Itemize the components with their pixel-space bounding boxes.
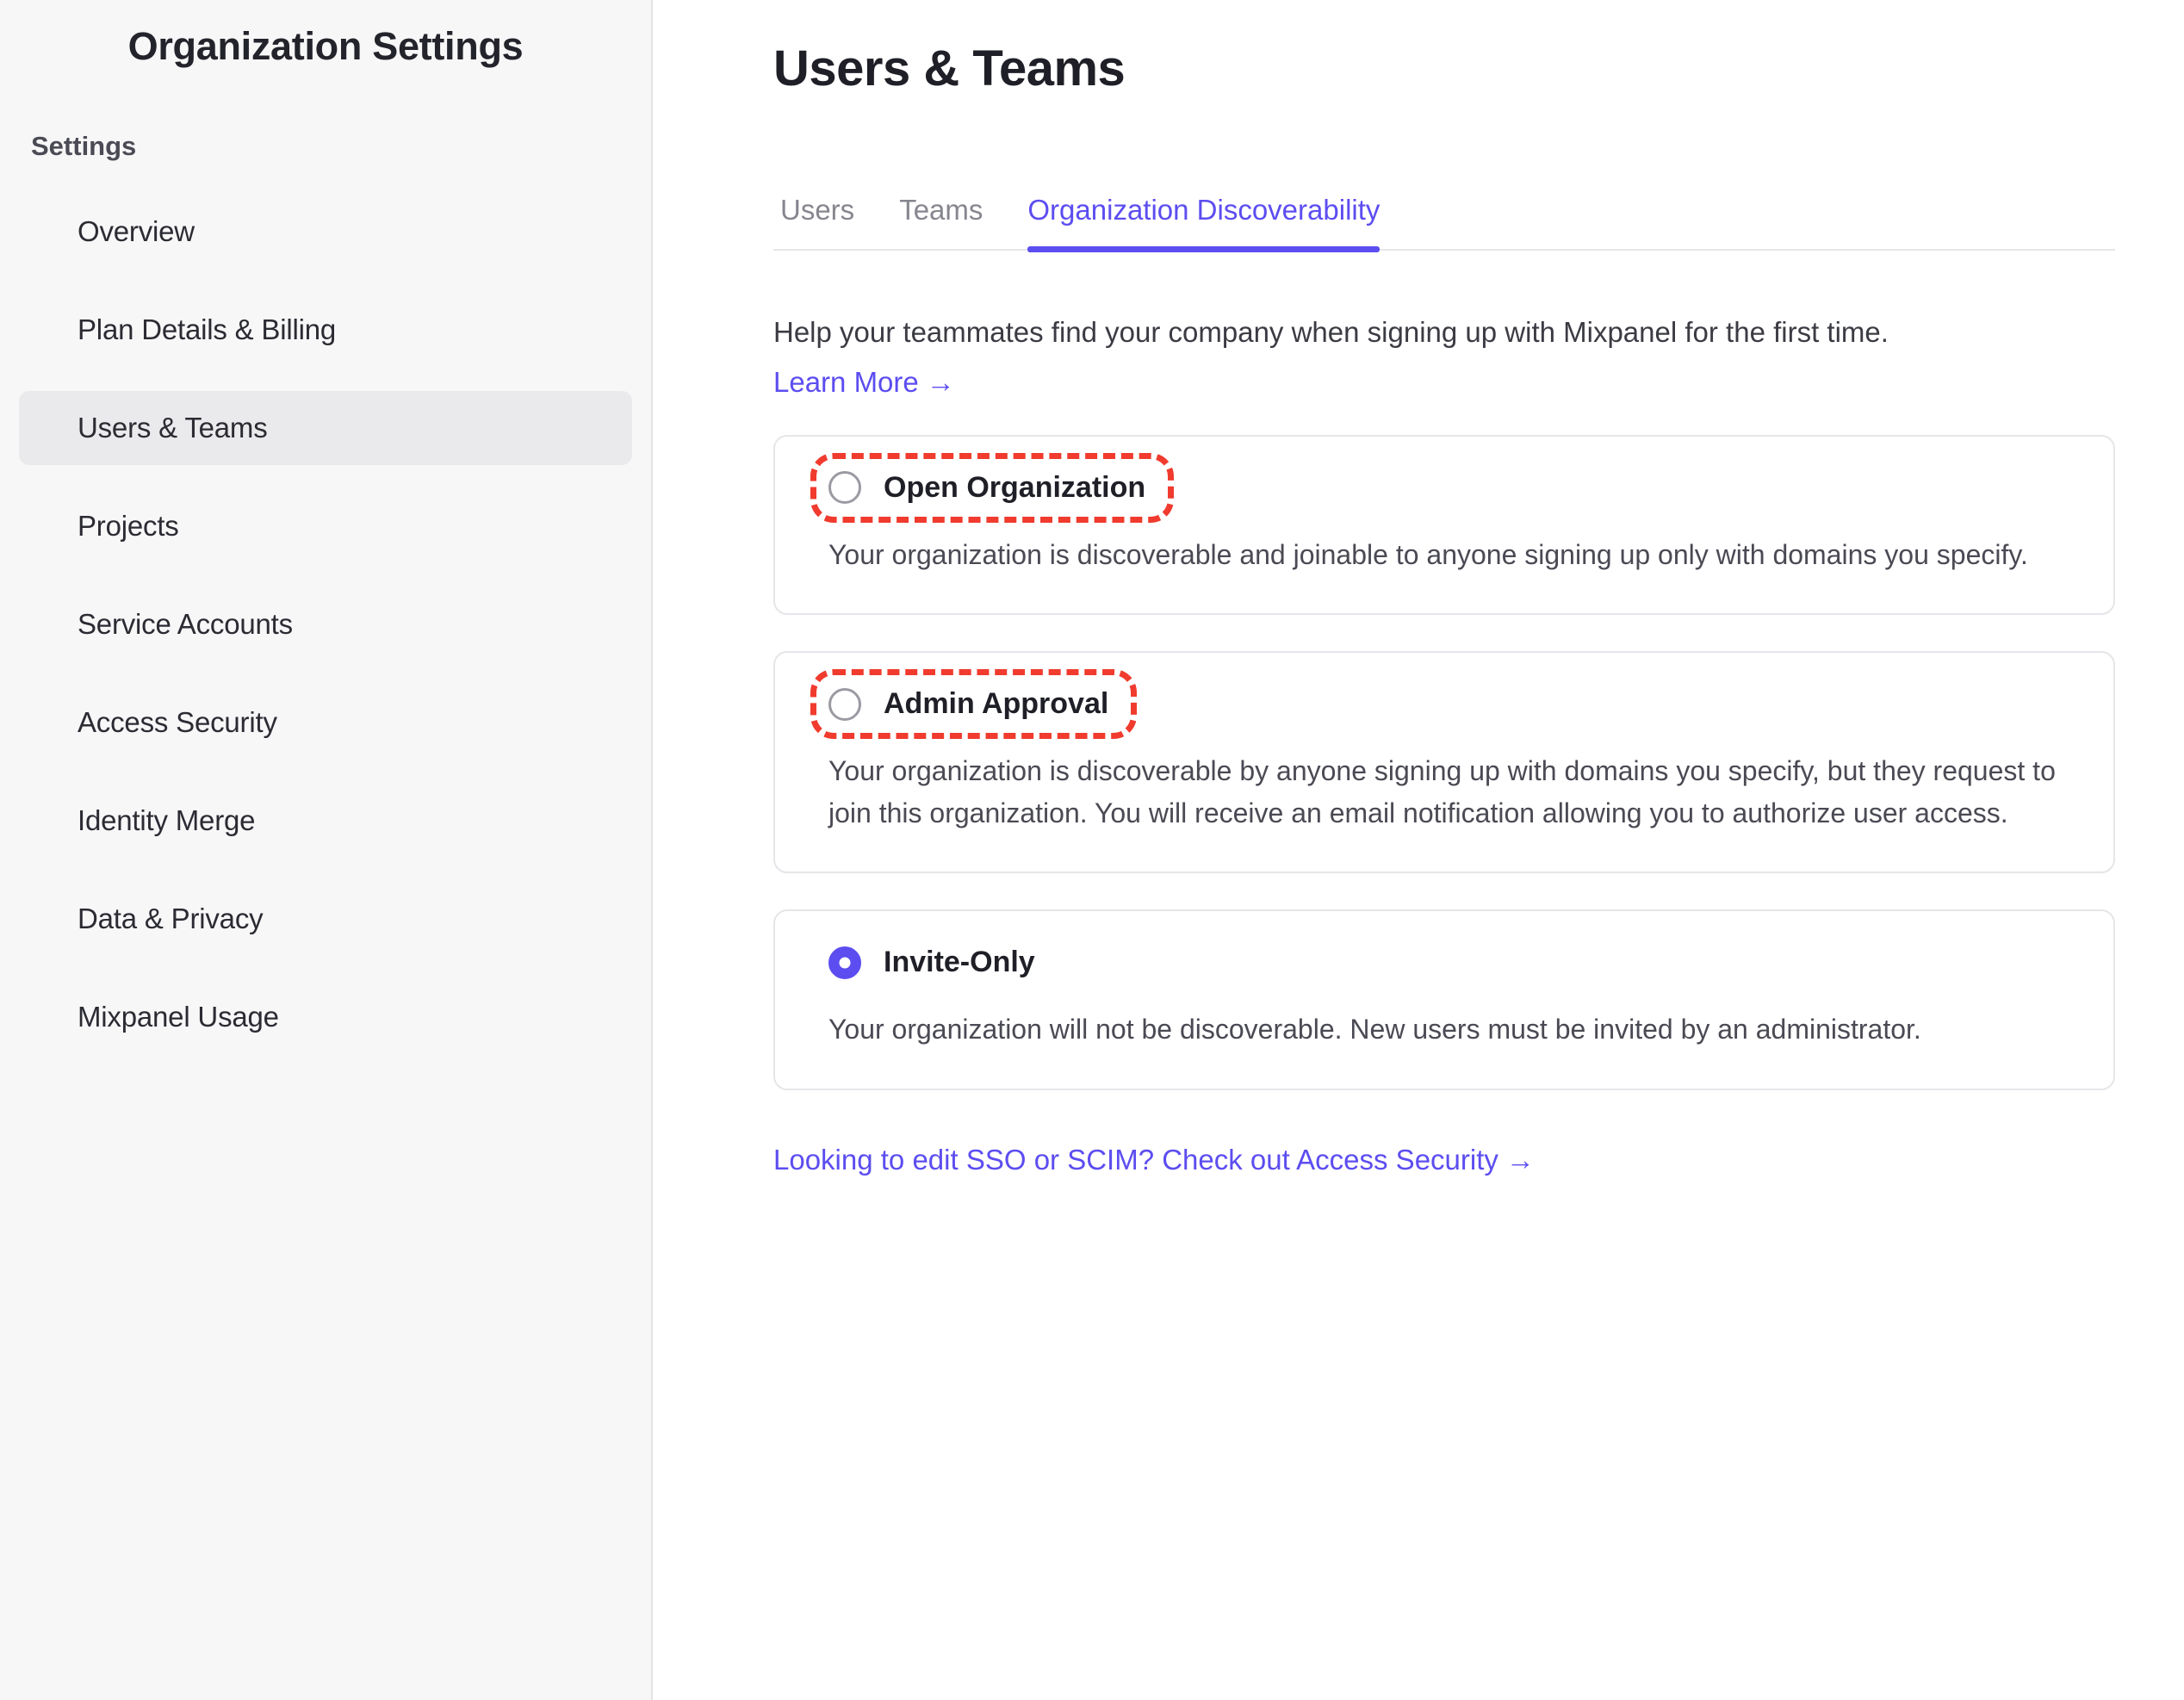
sidebar-item-label: Access Security bbox=[78, 706, 277, 738]
sidebar-item-label: Identity Merge bbox=[78, 804, 256, 836]
sidebar-title: Organization Settings bbox=[127, 24, 524, 68]
sidebar bbox=[0, 0, 653, 1700]
radio-admin-approval[interactable] bbox=[828, 688, 861, 721]
option-label: Open Organization bbox=[884, 470, 1146, 504]
sidebar-item-label: Projects bbox=[78, 510, 179, 542]
access-security-link[interactable]: Looking to edit SSO or SCIM? Check out Access Security → bbox=[773, 1144, 1536, 1176]
option-label: Invite-Only bbox=[884, 946, 1035, 979]
radio-invite-only[interactable] bbox=[828, 946, 861, 979]
sidebar-item-label: Overview bbox=[78, 215, 195, 247]
option-description: Your organization will not be discoverable. New users must be invited by an administrator. bbox=[828, 1014, 1921, 1045]
sidebar-item-projects[interactable] bbox=[19, 489, 632, 563]
tab-label: Users bbox=[780, 194, 855, 226]
sidebar-item-access-security[interactable] bbox=[19, 686, 632, 760]
page-title: Users & Teams bbox=[773, 40, 1126, 96]
option-card-admin-approval[interactable] bbox=[773, 651, 2115, 873]
tab-bar bbox=[773, 194, 2115, 251]
option-header-open-organization[interactable] bbox=[828, 471, 1156, 505]
intro-text: Help your teammates find your company when signing up with Mixpanel for the first time. bbox=[773, 316, 1889, 348]
option-description: Your organization is discoverable by anyone signing up with domains you specify, but they request to join this organization. You will receive an email notification allowing you to authorize user access. bbox=[828, 755, 2056, 828]
sidebar-item-label: Service Accounts bbox=[78, 608, 293, 640]
tab-organization-discoverability[interactable] bbox=[1005, 194, 1402, 249]
tab-label: Teams bbox=[899, 194, 983, 226]
sidebar-section-label: Settings bbox=[31, 131, 137, 161]
tab-label: Organization Discoverability bbox=[1027, 194, 1381, 226]
learn-more-link[interactable]: Learn More → bbox=[773, 365, 955, 398]
sidebar-item-plan-details-billing[interactable] bbox=[19, 293, 632, 367]
option-description: Your organization is discoverable and joinable to anyone signing up only with domains you specify. bbox=[828, 538, 2028, 570]
sidebar-item-label: Users & Teams bbox=[78, 412, 268, 444]
sidebar-item-data-privacy[interactable] bbox=[19, 882, 632, 956]
option-header-invite-only[interactable] bbox=[828, 946, 1035, 979]
sidebar-item-overview[interactable] bbox=[19, 195, 632, 269]
option-header-admin-approval[interactable] bbox=[828, 687, 1119, 721]
sidebar-item-label: Mixpanel Usage bbox=[78, 1001, 279, 1033]
main-content bbox=[653, 0, 2184, 1700]
option-label: Admin Approval bbox=[884, 687, 1109, 721]
sidebar-item-label: Data & Privacy bbox=[78, 903, 264, 934]
option-card-open-organization[interactable] bbox=[773, 435, 2115, 616]
tab-teams[interactable] bbox=[877, 194, 1005, 249]
tab-users[interactable] bbox=[773, 194, 877, 249]
sidebar-item-identity-merge[interactable] bbox=[19, 784, 632, 858]
sidebar-item-label: Plan Details & Billing bbox=[78, 313, 337, 345]
sidebar-item-users-teams[interactable] bbox=[19, 391, 632, 465]
sidebar-item-mixpanel-usage[interactable] bbox=[19, 980, 632, 1054]
option-card-invite-only[interactable] bbox=[773, 909, 2115, 1090]
radio-open-organization[interactable] bbox=[828, 471, 861, 504]
sidebar-item-service-accounts[interactable] bbox=[19, 587, 632, 661]
sidebar-nav bbox=[0, 195, 651, 1054]
